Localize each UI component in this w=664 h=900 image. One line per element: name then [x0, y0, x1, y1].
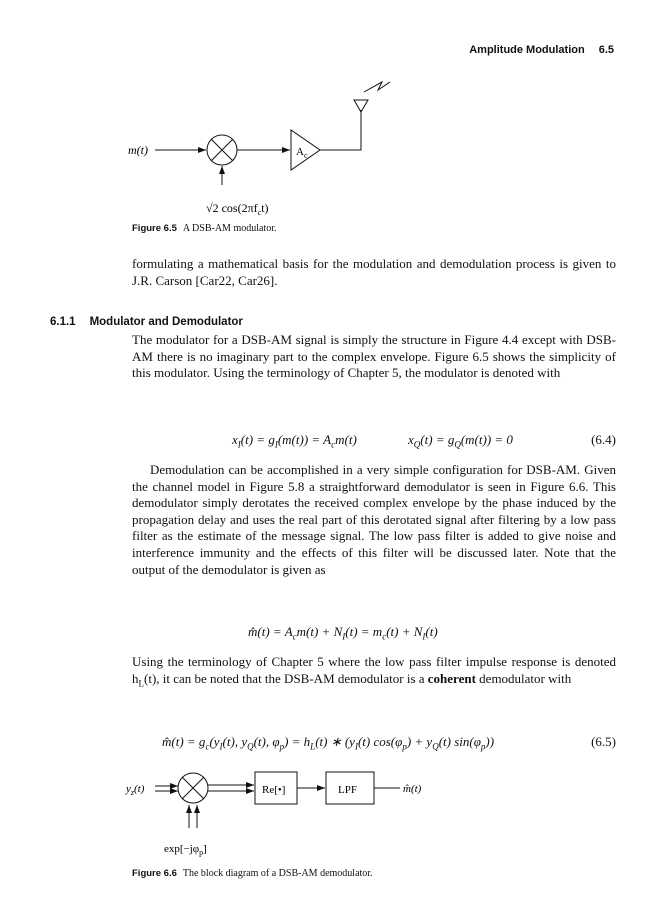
equation-term: m̂(t) = g	[162, 734, 206, 749]
equation-subscript: c	[205, 741, 210, 752]
equation-subscript: p	[480, 741, 486, 752]
equation-term: (t) cos(φ	[357, 734, 403, 749]
equation-subscript: Q	[413, 439, 421, 450]
equation-term: (m(t)) = A	[277, 432, 332, 447]
equation-6-4-left	[232, 432, 357, 450]
equation-subscript: I	[342, 631, 346, 642]
equation-subscript: I	[237, 439, 241, 450]
equation-subscript: p	[402, 741, 407, 752]
equation-term: ) + y	[406, 734, 433, 749]
paragraph: Using the terminology of Chapter 5 where the low pass filter impulse response is denoted $h_L(t)$, it can be noted that the DSB-AM demodulator is a coherent demodulator with	[132, 654, 616, 689]
equation-term: (t) = m	[345, 624, 383, 639]
equation-subscript: I	[219, 741, 223, 752]
equation-term: (t) sin(φ	[438, 734, 481, 749]
equation-6-5	[162, 734, 494, 752]
equation-term: (t) = g	[420, 432, 455, 447]
equation-term: ))	[485, 734, 495, 749]
equation-number: (6.4)	[591, 432, 616, 447]
section-heading: 6.1.1 Modulator and Demodulator	[50, 316, 243, 328]
equation-term: (t) = g	[240, 432, 275, 447]
equation-number: (6.5)	[591, 734, 616, 749]
input-label: m(t)	[128, 143, 148, 157]
figure-6-5-diagram	[100, 70, 420, 220]
paragraph: formulating a mathematical basis for the modulation and demodulation process is given to J.R. Carson [Car22, Car26].	[132, 256, 616, 288]
paragraph: Demodulation can be accomplished in a very simple configuration for DSB-AM. Given the channel model in Figure 5.8 a straightforward demodulator is seen in Figure 6.6. This demodulator simply derotates the received complex envelope by the phase induced by the propagation delay and uses the real part of this derotated signal after filtering by a low pass filter as the estimate of the message signal. The low pass filter is added to give noise and interference immunity and the effects of this filter will be discussed later. Note that the output of the demodulator is given as	[132, 462, 616, 577]
equation-subscript: Q	[247, 741, 254, 752]
multiplier-icon	[178, 773, 208, 803]
lpf-label: LPF	[338, 784, 357, 796]
equation-term: m(t)	[335, 432, 357, 447]
phase-label: $\exp[-j\varphi_p]$	[164, 843, 207, 857]
equation-term: (t)	[425, 624, 438, 639]
equation-subscript: p	[279, 741, 285, 752]
equation-mhat	[248, 624, 438, 642]
equation-term: x	[232, 432, 238, 447]
real-part-label: Re[•]	[262, 784, 286, 796]
radiation-icon	[364, 82, 390, 92]
figure-6-6-diagram	[100, 760, 440, 860]
equation-term: (t), y	[222, 734, 248, 749]
equation-subscript: L	[310, 741, 316, 752]
multiplier-icon	[207, 135, 237, 165]
equation-term: (m(t)) = 0	[460, 432, 513, 447]
equation-subscript: c	[292, 631, 297, 642]
equation-term: x	[408, 432, 414, 447]
running-header	[455, 44, 614, 56]
input-label: $y_z(t)$	[126, 783, 145, 797]
equation-term: (t) ∗ (y	[315, 734, 355, 749]
equation-term: m(t) + N	[296, 624, 343, 639]
header-page-number: 6.5	[598, 44, 614, 56]
equation-term: ) = h	[284, 734, 311, 749]
equation-term: m̂(t) = A	[248, 624, 293, 639]
header-title: Amplitude Modulation	[469, 44, 585, 56]
carrier-label: √2 $\cos(2\pi f_ct)$	[206, 201, 269, 217]
equation-subscript: c	[331, 439, 336, 450]
output-label: m̂(t)	[403, 783, 422, 795]
paragraph: The modulator for a DSB-AM signal is simply the structure in Figure 4.4 except with DSB-AM there is no imaginary part to the complex envelope. Figure 6.5 shows the simplicity of this modulator. Using the terminology of Chapter 5, the modulator is denoted with	[132, 332, 616, 381]
equation-subscript: Q	[454, 439, 461, 450]
equation-subscript: I	[354, 741, 358, 752]
equation-subscript: Q	[432, 741, 439, 752]
figure-6-6-caption: Figure 6.6 The block diagram of a DSB-AM demodulator.	[132, 868, 373, 879]
equation-term: (t), φ	[253, 734, 280, 749]
equation-term: (t) + N	[386, 624, 423, 639]
gain-label: $A_c$	[296, 146, 308, 160]
figure-6-5-caption: Figure 6.5 A DSB-AM modulator.	[132, 223, 277, 234]
equation-6-4-right	[408, 432, 513, 450]
equation-subscript: I	[422, 631, 426, 642]
equation-subscript: I	[274, 439, 278, 450]
equation-subscript: c	[382, 631, 387, 642]
equation-term: (y	[209, 734, 220, 749]
